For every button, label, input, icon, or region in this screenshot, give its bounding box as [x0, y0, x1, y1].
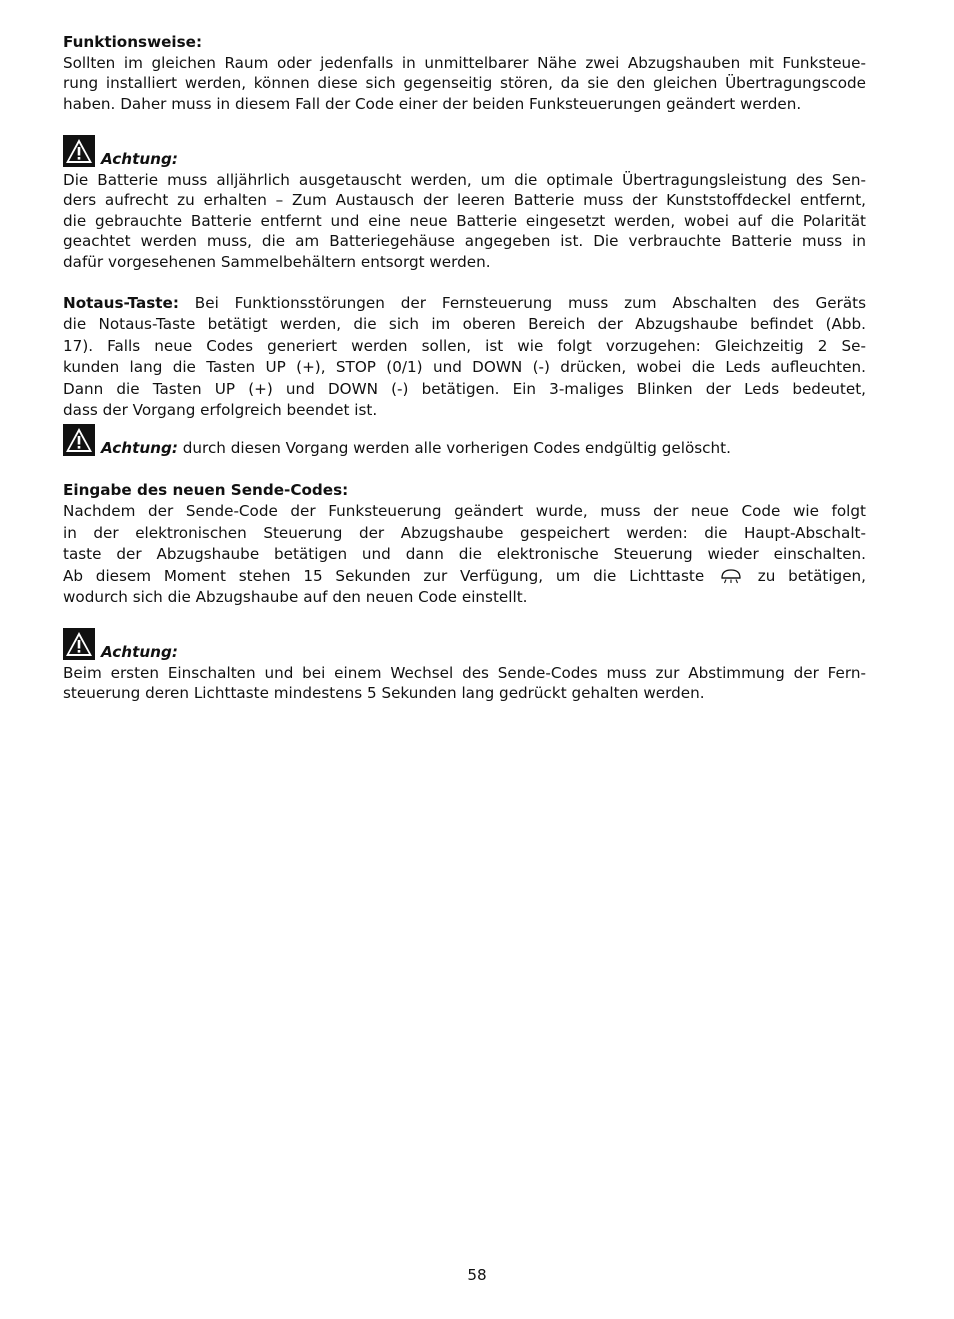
paragraph-line: die Notaus-Taste betätigt werden, die sich im oberen Bereich der Abzugshaube befindet (Abb. [63, 315, 866, 334]
paragraph-line: Sollten im gleichen Raum oder jedenfalls in unmittelbarer Nähe zwei Abzugshauben mit Funksteue- [63, 53, 866, 72]
section-heading: Funktionsweise: [63, 33, 203, 51]
notaus-first-line: Bei Funktionsstörungen der Fernsteuerung muss zum Abschalten des Geräts [178, 294, 866, 312]
paragraph-line: 17). Falls neue Codes generiert werden sollen, ist wie folgt vorzugehen: Gleichzeitig 2 Se- [63, 336, 866, 355]
paragraph-line: in der elektronischen Steuerung der Abzugshaube gespeichert werden: die Haupt-Abschalt- [63, 523, 866, 542]
paragraph-line: ders aufrecht zu erhalten – Zum Austausch der leeren Batterie muss der Kunststoffdeckel entfernt, [63, 191, 866, 209]
paragraph-line: Nachdem der Sende-Code der Funksteuerung geändert wurde, muss der neue Code wie folgt [63, 502, 866, 521]
warning-title: Achtung: [101, 643, 178, 662]
section-sende-codes [63, 480, 866, 608]
paragraph-line [63, 566, 866, 587]
warning-title: Achtung: [101, 439, 178, 458]
paragraph-line: steuerung deren Lichttaste mindestens 5 Sekunden lang gedrückt gehalten werden. [63, 684, 705, 703]
paragraph-line: haben. Daher muss in diesem Fall der Code einer der beiden Funksteuerungen geändert werden. [63, 94, 802, 113]
warning-light-button [63, 628, 866, 704]
paragraph-line: die gebrauchte Batterie entfernt und eine neue Batterie eingesetzt werden, wobei auf die Polarität [63, 211, 866, 230]
warning-battery [63, 135, 866, 272]
document-page [63, 32, 866, 704]
section-notaus [63, 293, 866, 421]
paragraph-line: rung installiert werden, können diese sich gegenseitig stören, da sie den gleichen Übertragungscode [63, 74, 866, 92]
section-funktionsweise [63, 32, 866, 114]
paragraph-line: wodurch sich die Abzugshaube auf den neuen Code einstellt. [63, 587, 528, 606]
paragraph-line: Die Batterie muss alljährlich ausgetauscht werden, um die optimale Übertragungsleistung des Sen- [63, 170, 866, 189]
warning-title-row [63, 135, 866, 170]
paragraph-line: kunden lang die Tasten UP (+), STOP (0/1) und DOWN (-) drücken, wobei die Leds aufleuchten. [63, 358, 866, 377]
paragraph-line [63, 293, 866, 314]
paragraph-line: Beim ersten Einschalten und bei einem Wechsel des Sende-Codes muss zur Abstimmung der Fern- [63, 663, 866, 682]
light-button-icon [720, 568, 742, 584]
warning-triangle-icon [63, 628, 95, 660]
warning-triangle-icon [63, 135, 95, 167]
paragraph-line: Dann die Tasten UP (+) und DOWN (-) betätigen. Ein 3-maliges Blinken der Leds bedeutet, [63, 379, 866, 398]
warning-title-row [63, 628, 866, 663]
warning-triangle-icon [63, 424, 95, 456]
paragraph-line: dass der Vorgang erfolgreich beendet ist. [63, 401, 378, 420]
warning-text: durch diesen Vorgang werden alle vorherigen Codes endgültig gelöscht. [177, 439, 731, 458]
paragraph-line: dafür vorgesehenen Sammelbehältern entsorgt werden. [63, 252, 491, 271]
paragraph-line: taste der Abzugshaube betätigen und dann die elektronische Steuerung wieder einschalten. [63, 545, 866, 564]
page-number: 58 [467, 1266, 487, 1284]
warning-codes-deleted [63, 424, 866, 459]
warning-title-row [63, 424, 866, 459]
line-after-icon: zu betätigen, [757, 566, 866, 585]
section-heading: Eingabe des neuen Sende-Codes: [63, 480, 349, 499]
paragraph-line: geachtet werden muss, die am Batteriegehäuse angegeben ist. Die verbrauchte Batterie muss in [63, 232, 866, 250]
line-before-icon: Ab diesem Moment stehen 15 Sekunden zur Verfügung, um die Lichttaste [63, 566, 705, 585]
warning-title: Achtung: [101, 150, 178, 168]
notaus-label: Notaus-Taste: [63, 294, 179, 312]
